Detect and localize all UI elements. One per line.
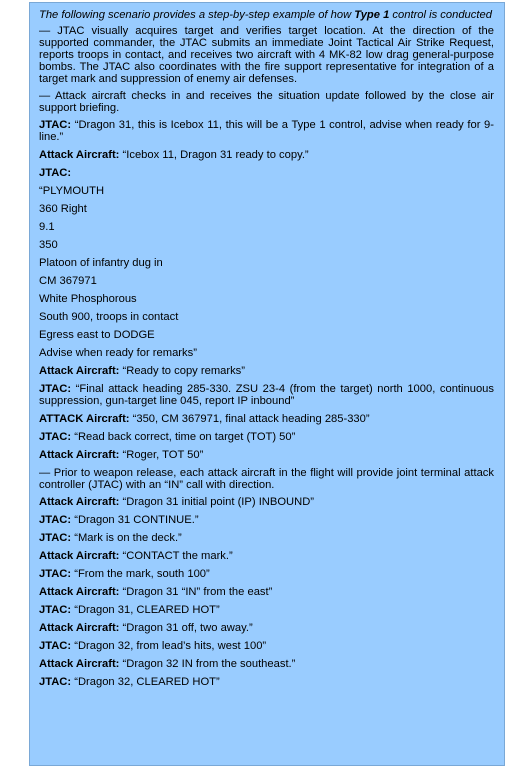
dialogue-line [39, 658, 494, 670]
dialogue-text: “350, CM 367971, final attack heading 285-330” [132, 413, 370, 425]
scenario-paragraph-1: — JTAC visually acquires target and verifies target location. At the direction of the supported commander, the JTAC submits an immediate Joint Tactical Air Strike Request, reports troops in contact, and receives two aircraft with 4 MK-82 low drag general-purpose bombs. The JTAC also coordinates with the fire support representative for integration of a target mark and suppression of enemy air defenses. [39, 25, 494, 85]
intro-before: The following scenario provides a step-by-step example of how [39, 9, 355, 21]
speaker-label: Attack Aircraft: [39, 449, 120, 461]
nine-line-item: 9.1 [39, 221, 55, 233]
dialogue-line [39, 604, 494, 616]
nine-line-item: 350 [39, 239, 58, 251]
speaker-label: ATTACK Aircraft: [39, 413, 130, 425]
speaker-label: JTAC: [39, 604, 72, 616]
dialogue-text: “Mark is on the deck.” [74, 532, 182, 544]
speaker-label: Attack Aircraft: [39, 496, 120, 508]
dialogue-text: “Dragon 32, from lead’s hits, west 100” [74, 640, 267, 652]
speaker-label: Attack Aircraft: [39, 658, 120, 670]
dialogue-text: “Dragon 31, this is Icebox 11, this will be a Type 1 control, advise when ready for 9-line.” [39, 119, 494, 143]
dialogue-text: “Dragon 31, CLEARED HOT” [74, 604, 220, 616]
speaker-label: JTAC: [39, 676, 72, 688]
nine-line-item: South 900, troops in contact [39, 311, 179, 323]
nine-line-item: CM 367971 [39, 275, 97, 287]
dialogue-text: “Dragon 32, CLEARED HOT” [74, 676, 220, 688]
speaker-label: Attack Aircraft: [39, 586, 120, 598]
dialogue-text: “CONTACT the mark.” [122, 550, 233, 562]
speaker-label: Attack Aircraft: [39, 622, 120, 634]
dialogue-text: “Ready to copy remarks” [122, 365, 245, 377]
speaker-label: JTAC: [39, 532, 72, 544]
scenario-panel [29, 2, 505, 766]
speaker-label: JTAC: [39, 640, 72, 652]
dialogue-line [39, 676, 494, 688]
dialogue-line [39, 622, 494, 634]
dialogue-text: “Roger, TOT 50” [122, 449, 204, 461]
dialogue-text: “Dragon 31 initial point (IP) INBOUND” [122, 496, 315, 508]
speaker-label: Attack Aircraft: [39, 149, 120, 161]
dialogue-line [39, 550, 494, 562]
speaker-label: JTAC: [39, 431, 72, 443]
dialogue-line [39, 640, 494, 652]
dialogue-text: “Dragon 31 CONTINUE.” [74, 514, 199, 526]
dialogue-line [39, 496, 494, 508]
dialogue-text: “Final attack heading 285-330. ZSU 23-4 (from the target) north 1000, continuous suppression, gun-target line 045, report IP inbound” [39, 383, 494, 407]
nine-line-item: 360 Right [39, 203, 87, 215]
intro-emphasis: Type 1 [354, 9, 390, 21]
dialogue-line [39, 383, 494, 407]
speaker-label: Attack Aircraft: [39, 550, 120, 562]
dialogue-text: “From the mark, south 100” [74, 568, 210, 580]
dialogue-line [39, 413, 494, 425]
speaker-label: JTAC: [39, 568, 72, 580]
dialogue-line [39, 514, 494, 526]
dialogue-line [39, 149, 494, 161]
speaker-label: JTAC: [39, 119, 72, 131]
dialogue-text: “Icebox 11, Dragon 31 ready to copy.” [122, 149, 309, 161]
dialogue-text: “Dragon 31 off, two away.” [122, 622, 253, 634]
dialogue-line [39, 449, 494, 461]
dialogue-text: “Dragon 31 “IN” from the east” [122, 586, 273, 598]
nine-line-item: Advise when ready for remarks” [39, 347, 197, 359]
speaker-label: Attack Aircraft: [39, 365, 120, 377]
speaker-label: JTAC: [39, 383, 72, 395]
speaker-label: JTAC: [39, 514, 72, 526]
dialogue-text: “Read back correct, time on target (TOT) 50” [74, 431, 296, 443]
dialogue-text: “Dragon 32 IN from the southeast.” [122, 658, 296, 670]
dialogue-line [39, 532, 494, 544]
nine-line-item: Egress east to DODGE [39, 329, 155, 341]
nine-line-item: “PLYMOUTH [39, 185, 105, 197]
dialogue-line [39, 167, 494, 179]
speaker-label: JTAC: [39, 167, 72, 179]
dialogue-line [39, 431, 494, 443]
dialogue-line [39, 365, 494, 377]
nine-line-item: Platoon of infantry dug in [39, 257, 163, 269]
nine-line-item: White Phosphorous [39, 293, 137, 305]
intro-text [39, 9, 494, 21]
intro-after: control is conducted [389, 9, 492, 21]
dialogue-line [39, 119, 494, 143]
scenario-paragraph-3: — Prior to weapon release, each attack aircraft in the flight will provide joint terminal attack controller (JTAC) with an “IN” call with direction. [39, 467, 494, 491]
dialogue-line [39, 586, 494, 598]
scenario-paragraph-2: — Attack aircraft checks in and receives the situation update followed by the close air support briefing. [39, 90, 494, 114]
dialogue-line [39, 568, 494, 580]
